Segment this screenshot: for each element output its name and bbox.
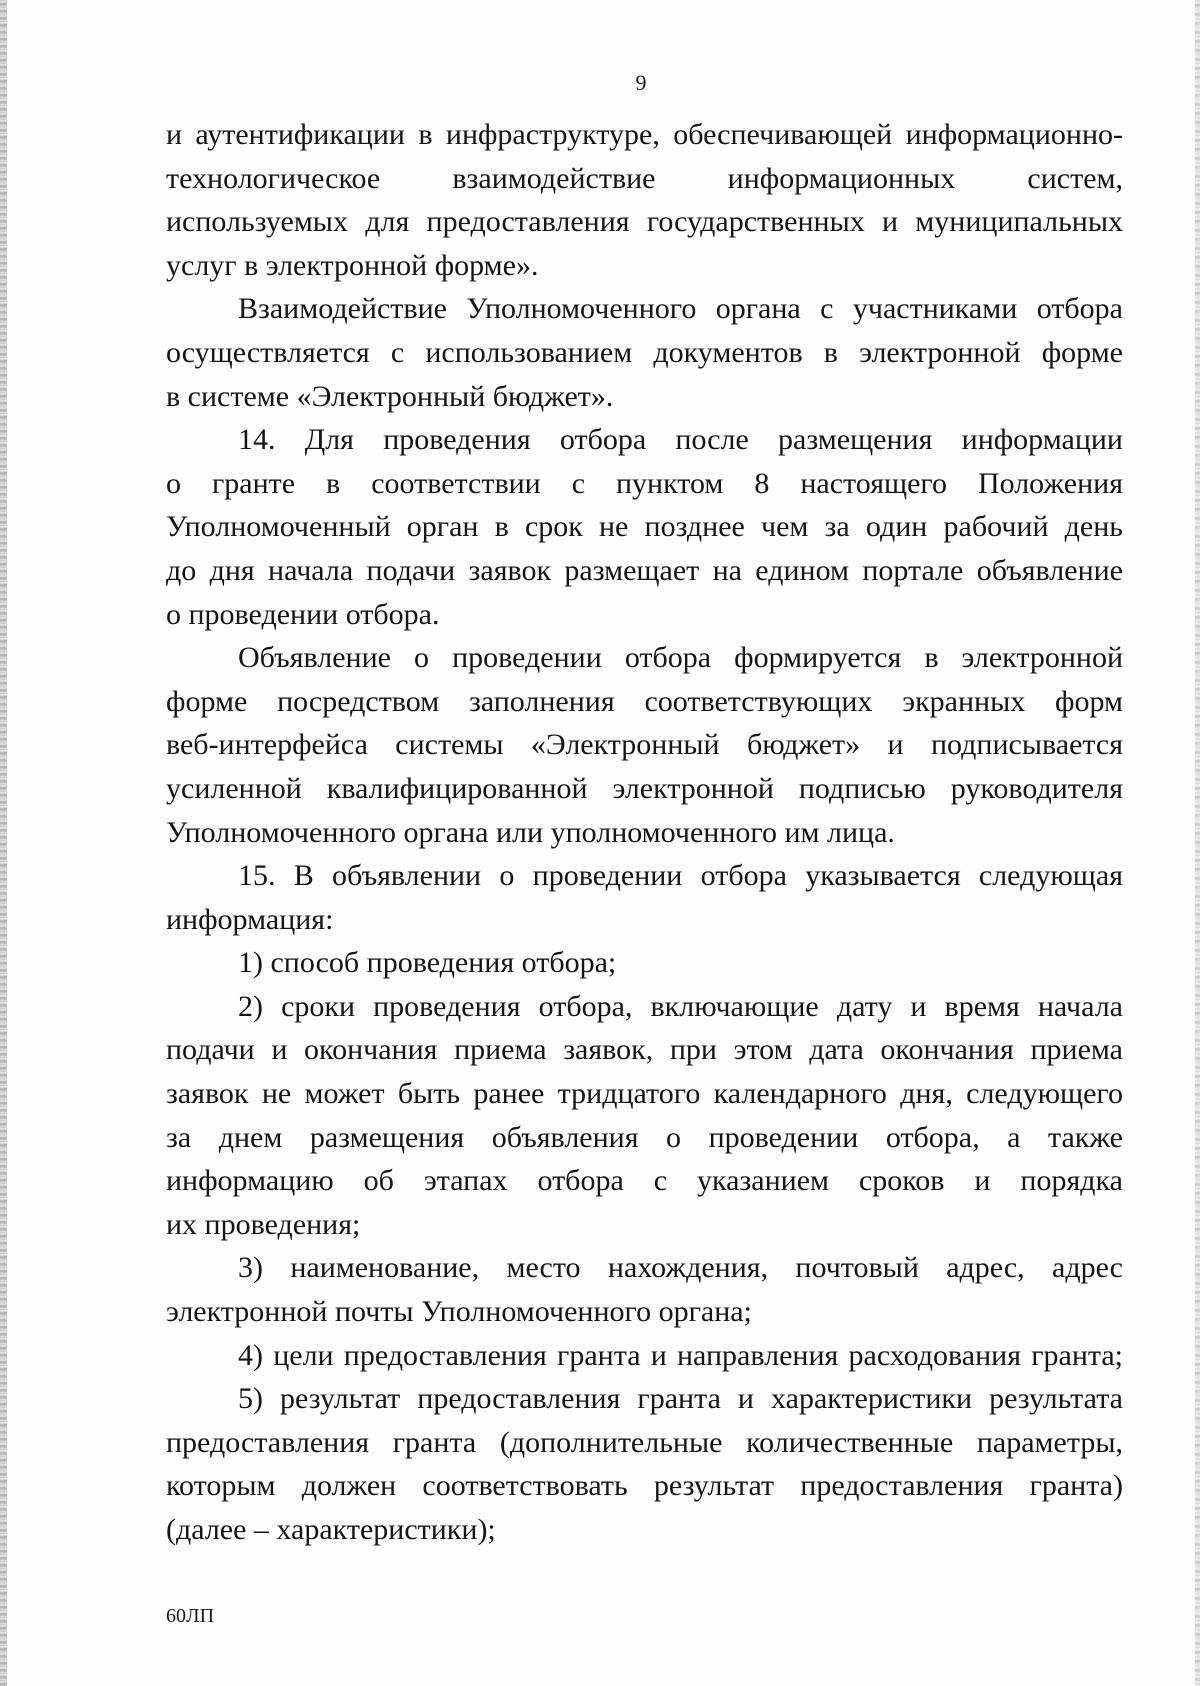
text-line: 15. В объявлении о проведении отбора указывается следующая bbox=[238, 859, 1123, 893]
text-line: 4) цели предоставления гранта и направления расходования гранта; bbox=[238, 1338, 1123, 1372]
scan-edge-left bbox=[0, 0, 7, 1686]
text-line: Взаимодействие Уполномоченного органа с участниками отбора bbox=[238, 292, 1123, 326]
text-line: о гранте в соответствии с пунктом 8 настоящего Положения bbox=[166, 466, 1123, 500]
text-line: 5) результат предоставления гранта и характеристики результата bbox=[238, 1382, 1123, 1416]
paragraph bbox=[166, 636, 1123, 854]
text-line: их проведения; bbox=[166, 1207, 361, 1241]
text-line: подачи и окончания приема заявок, при этом дата окончания приема bbox=[166, 1033, 1123, 1067]
text-line: информация: bbox=[166, 902, 334, 936]
text-line: используемых для предоставления государственных и муниципальных bbox=[166, 205, 1123, 239]
text-line: за днем размещения объявления о проведении отбора, а также bbox=[166, 1120, 1123, 1154]
text-line: Объявление о проведении отбора формируется в электронной bbox=[238, 641, 1123, 675]
text-line: до дня начала подачи заявок размещает на едином портале объявление bbox=[166, 553, 1123, 587]
text-line: осуществляется с использованием документов в электронной форме bbox=[166, 335, 1123, 369]
text-line: предоставления гранта (дополнительные количественные параметры, bbox=[166, 1425, 1123, 1459]
text-line: которым должен соответствовать результат предоставления гранта) bbox=[166, 1469, 1123, 1503]
document-body bbox=[166, 113, 1123, 1552]
text-line: электронной почты Уполномоченного органа; bbox=[166, 1295, 752, 1329]
paragraph bbox=[166, 1246, 1123, 1333]
text-line: услуг в электронной форме». bbox=[166, 248, 539, 282]
text-line: 3) наименование, место нахождения, почтовый адрес, адрес bbox=[238, 1251, 1123, 1285]
paragraph bbox=[166, 418, 1123, 636]
page-number: 9 bbox=[635, 70, 647, 95]
paragraph bbox=[166, 287, 1123, 418]
paragraph bbox=[166, 113, 1123, 287]
text-line: заявок не может быть ранее тридцатого календарного дня, следующего bbox=[166, 1077, 1123, 1111]
text-line: Уполномоченного органа или уполномоченного им лица. bbox=[166, 815, 895, 849]
text-line: (далее – характеристики); bbox=[166, 1513, 496, 1546]
text-line: форме посредством заполнения соответствующих экранных форм bbox=[166, 684, 1123, 718]
text-line: и аутентификации в инфраструктуре, обеспечивающей информационно- bbox=[166, 118, 1123, 151]
text-line: веб-интерфейса системы «Электронный бюджет» и подписывается bbox=[166, 728, 1123, 762]
paragraph bbox=[166, 854, 1123, 941]
document-code: 60ЛП bbox=[166, 1605, 215, 1627]
paragraph bbox=[166, 985, 1123, 1247]
text-line: 2) сроки проведения отбора, включающие дату и время начала bbox=[238, 989, 1123, 1023]
text-line: информацию об этапах отбора с указанием сроков и порядка bbox=[166, 1164, 1123, 1198]
text-line: 14. Для проведения отбора после размещения информации bbox=[238, 423, 1123, 457]
paragraph bbox=[166, 1334, 1123, 1378]
scan-edge-right bbox=[1195, 0, 1200, 1686]
text-line: Уполномоченный орган в срок не позднее чем за один рабочий день bbox=[166, 510, 1123, 544]
paragraph bbox=[166, 1377, 1123, 1551]
text-line: усиленной квалифицированной электронной подписью руководителя bbox=[166, 771, 1123, 805]
text-line: 1) способ проведения отбора; bbox=[238, 946, 617, 980]
text-line: технологическое взаимодействие информационных систем, bbox=[166, 161, 1123, 195]
text-line: о проведении отбора. bbox=[166, 597, 440, 631]
text-line: в системе «Электронный бюджет». bbox=[166, 379, 614, 413]
paragraph bbox=[166, 941, 1123, 985]
